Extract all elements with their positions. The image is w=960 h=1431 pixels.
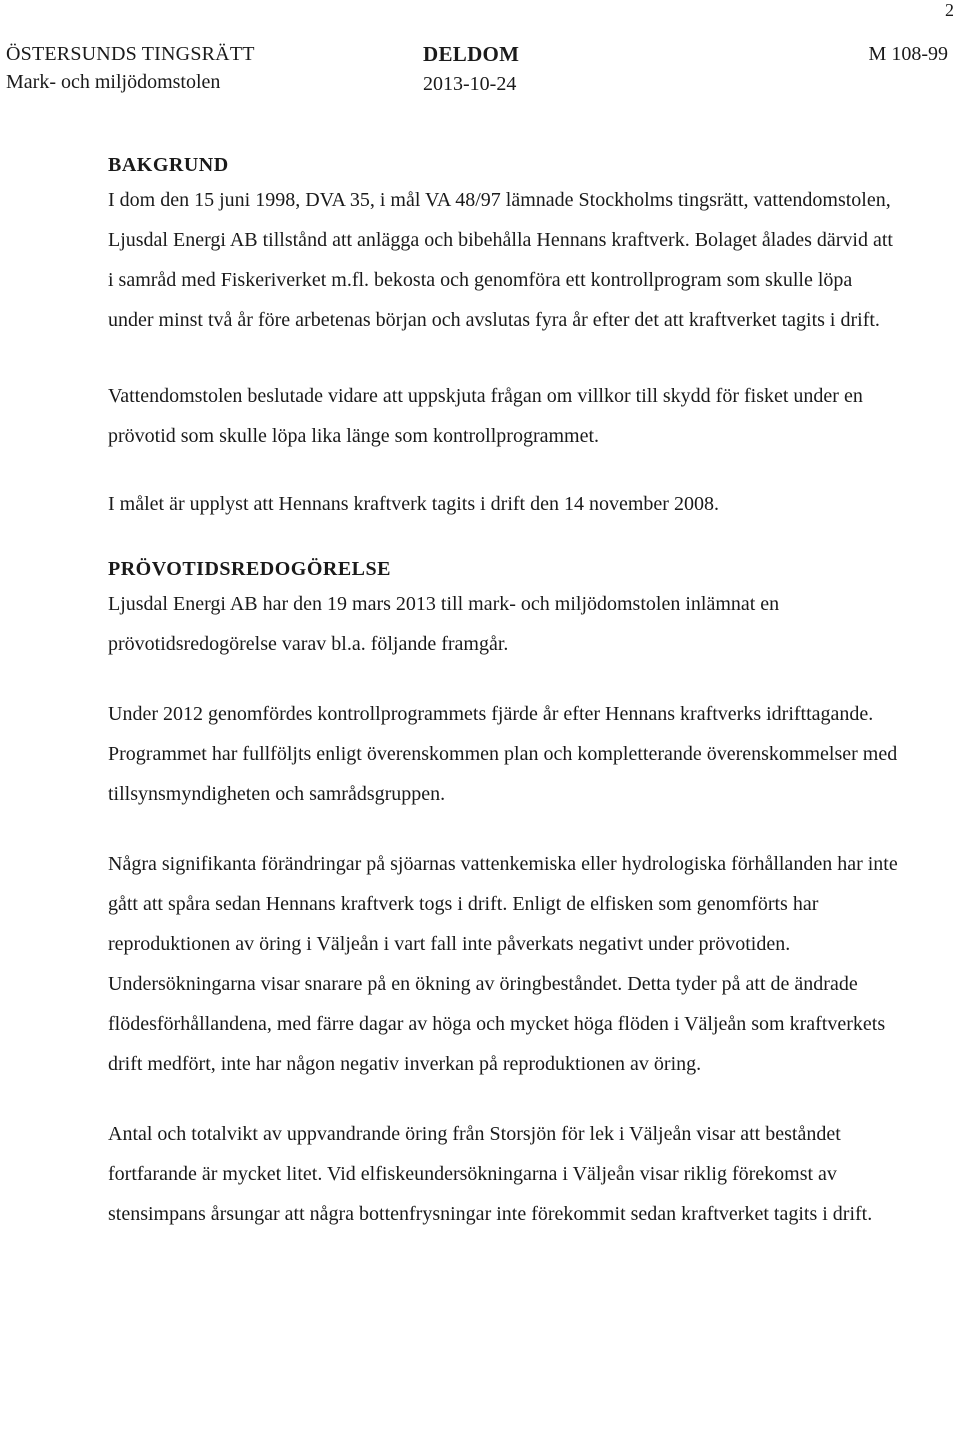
heading-background: BAKGRUND bbox=[108, 154, 229, 176]
paragraph-report-1: Ljusdal Energi AB har den 19 mars 2013 till mark- och miljödomstolen inlämnat en prövotidsredogörelse varav bl.a. följande framgår. bbox=[108, 593, 780, 655]
document-header bbox=[0, 42, 960, 102]
document-date: 2013-10-24 bbox=[423, 73, 517, 95]
paragraph-report-2: Under 2012 genomfördes kontrollprogrammets fjärde år efter Hennans kraftverks idrifttagande. Programmet har fullföljts enligt överenskommen plan och kompletterande överenskommelser med tillsynsmyndigheten och samrådsgruppen. bbox=[108, 703, 898, 805]
document-type: DELDOM bbox=[423, 42, 520, 66]
case-number: M 108-99 bbox=[868, 43, 948, 65]
paragraph-report-3: Några signifikanta förändringar på sjöarnas vattenkemiska eller hydrologiska förhållanden har inte gått att spåra sedan Hennans kraftverk togs i drift. Enligt de elfisken som genomförts har reproduktionen av öring i Väljeån i vart fall inte påverkats negativt under prövotiden. Undersökningarna visar snarare på en ökning av öringbeståndet. Detta tyder på att de ändrade flödesförhållandena, med färre dagar av höga och mycket höga flöden i Väljeån som kraftverkets drift medfört, inte har någon negativ inverkan på reproduktionen av öring. bbox=[108, 853, 898, 1075]
paragraph-report-4: Antal och totalvikt av uppvandrande öring från Storsjön för lek i Väljeån visar att beståndet fortfarande är mycket litet. Vid elfiskeundersökningarna i Väljeån visar riklig förekomst av stensimpans årsungar att några bottenfrysningar inte förekommit sedan kraftverket tagits i drift. bbox=[108, 1123, 873, 1225]
court-division: Mark- och miljödomstolen bbox=[6, 71, 221, 93]
page-number: 2 bbox=[945, 0, 954, 20]
paragraph-background-3: I målet är upplyst att Hennans kraftverk tagits i drift den 14 november 2008. bbox=[108, 493, 719, 515]
document-body bbox=[108, 150, 898, 1234]
heading-report: PRÖVOTIDSREDOGÖRELSE bbox=[108, 558, 391, 580]
paragraph-background-1: I dom den 15 juni 1998, DVA 35, i mål VA 48/97 lämnade Stockholms tingsrätt, vattendomstolen, Ljusdal Energi AB tillstånd att anlägga och bibehålla Hennans kraftverk. Bolaget ålades därvid att i samråd med Fiskeriverket m.fl. bekosta och genomföra ett kontrollprogram som skulle löpa under minst två år före arbetenas början och avslutas fyra år efter det att kraftverket tagits i drift. bbox=[108, 189, 893, 331]
court-name: ÖSTERSUNDS TINGSRÄTT bbox=[6, 43, 255, 65]
paragraph-background-2: Vattendomstolen beslutade vidare att uppskjuta frågan om villkor till skydd för fisket under en prövotid som skulle löpa lika länge som kontrollprogrammet. bbox=[108, 385, 863, 447]
